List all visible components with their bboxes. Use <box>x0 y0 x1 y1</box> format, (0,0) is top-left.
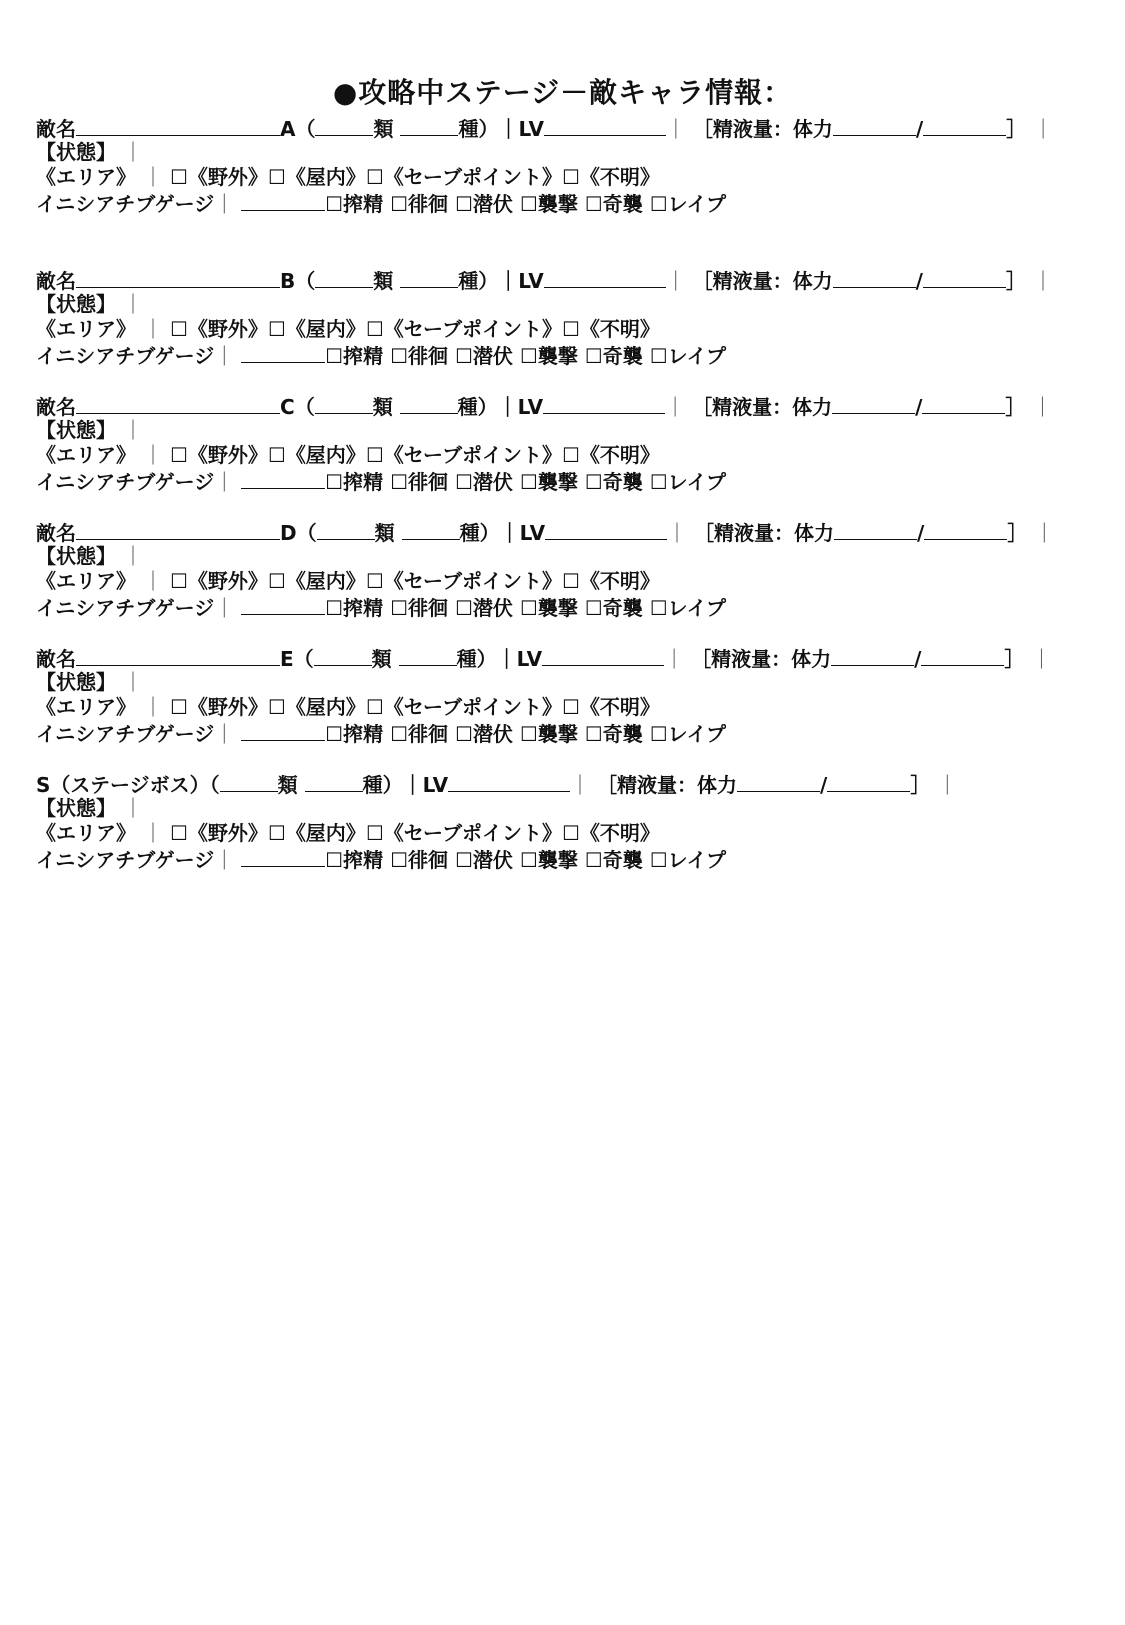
gauge-option-label: 襲撃 <box>537 192 578 216</box>
area-option-label: 《セーブポイント》 <box>383 695 562 719</box>
lv-field[interactable] <box>542 645 664 666</box>
gauge-option-label: 潜伏 <box>472 596 513 620</box>
gauge-option-label: 潜伏 <box>472 192 513 216</box>
paren-open: （ <box>296 521 317 545</box>
gauge-field[interactable] <box>241 468 325 489</box>
lv-label: ｜LV <box>497 395 544 419</box>
area-checkbox[interactable]: ☐ <box>365 695 384 719</box>
area-option-label: 《セーブポイント》 <box>383 317 562 341</box>
area-option-label: 《屋内》 <box>285 165 366 189</box>
essence-close: ］ <box>1005 269 1026 293</box>
class-label: 類 <box>374 521 395 545</box>
gauge-field[interactable] <box>241 846 325 867</box>
essence-label: ［精液量：体力 <box>694 521 835 545</box>
gauge-option-label: 襲撃 <box>537 344 578 368</box>
gauge-checkbox[interactable]: ☐ <box>584 470 603 494</box>
separator: ｜ <box>122 670 143 694</box>
gauge-checkbox[interactable]: ☐ <box>584 848 603 872</box>
separator: ｜ <box>142 317 163 341</box>
separator: ｜ <box>122 418 143 442</box>
essence-close: ］ <box>1007 521 1028 545</box>
class-field[interactable] <box>315 393 373 414</box>
enemy-name-label: 敵名 <box>36 117 76 141</box>
separator: ｜ <box>665 117 686 141</box>
hp-slash: / <box>914 647 922 671</box>
status-row <box>36 796 1096 821</box>
enemy-name-field[interactable] <box>76 393 280 414</box>
class-label: 類 <box>277 773 298 797</box>
gauge-checkbox[interactable]: ☐ <box>649 344 668 368</box>
enemy-entry <box>36 115 1096 215</box>
gauge-option-label: 潜伏 <box>472 722 513 746</box>
gauge-checkbox[interactable]: ☐ <box>325 596 344 620</box>
area-checkbox[interactable]: ☐ <box>365 821 384 845</box>
enemy-slot-letter: D <box>280 521 297 545</box>
class-label: 類 <box>372 395 393 419</box>
lv-label: ｜LV <box>498 117 544 141</box>
enemy-entry <box>36 519 1096 619</box>
separator: ｜ <box>665 395 686 419</box>
area-checkbox[interactable]: ☐ <box>365 569 384 593</box>
hp-current-field[interactable] <box>737 771 820 792</box>
area-checkbox[interactable]: ☐ <box>561 569 580 593</box>
gauge-row <box>36 342 1096 367</box>
gauge-checkbox[interactable]: ☐ <box>325 192 344 216</box>
gauge-checkbox[interactable]: ☐ <box>390 848 409 872</box>
enemy-slot-letter: E <box>280 647 294 671</box>
area-label: 《エリア》 <box>36 165 136 189</box>
status-label: 【状態】 <box>36 418 116 442</box>
separator: ｜ <box>214 344 235 368</box>
gauge-option-label: 徘徊 <box>408 722 449 746</box>
header-row <box>36 393 1096 418</box>
gauge-checkbox[interactable]: ☐ <box>584 722 603 746</box>
gauge-option-label: 奇襲 <box>602 344 643 368</box>
paren-open: （ <box>294 395 315 419</box>
area-option-label: 《屋内》 <box>285 821 366 845</box>
separator: ｜ <box>1033 117 1054 141</box>
gauge-checkbox[interactable]: ☐ <box>649 848 668 872</box>
enemy-name-field[interactable] <box>76 115 280 136</box>
separator: ｜ <box>665 269 686 293</box>
separator: ｜ <box>667 521 688 545</box>
gauge-checkbox[interactable]: ☐ <box>519 596 538 620</box>
enemy-entry <box>36 267 1096 367</box>
enemy-entry <box>36 393 1096 493</box>
area-checkbox[interactable]: ☐ <box>267 821 286 845</box>
gauge-label: イニシアチブゲージ <box>36 344 215 368</box>
species-field[interactable] <box>400 115 458 136</box>
gauge-option-label: 潜伏 <box>472 344 513 368</box>
separator: ｜ <box>1032 395 1053 419</box>
gauge-checkbox[interactable]: ☐ <box>454 192 473 216</box>
lv-label: ｜LV <box>402 773 449 797</box>
area-option-label: 《屋内》 <box>285 569 366 593</box>
status-row <box>36 140 1096 165</box>
status-label: 【状態】 <box>36 140 116 164</box>
hp-slash: / <box>917 521 925 545</box>
gauge-option-label: レイプ <box>667 192 727 216</box>
enemy-name-label: 敵名 <box>36 395 76 419</box>
class-field[interactable] <box>314 645 372 666</box>
enemy-name-field[interactable] <box>76 267 280 288</box>
class-field[interactable] <box>315 267 373 288</box>
gauge-label: イニシアチブゲージ <box>36 192 215 216</box>
area-option-label: 《不明》 <box>579 569 660 593</box>
area-checkbox[interactable]: ☐ <box>169 821 188 845</box>
gauge-option-label: 搾精 <box>343 848 384 872</box>
essence-label: ［精液量：体力 <box>691 647 832 671</box>
gauge-checkbox[interactable]: ☐ <box>454 470 473 494</box>
gauge-option-label: 搾精 <box>343 596 384 620</box>
area-option-label: 《不明》 <box>579 443 660 467</box>
class-label: 類 <box>373 117 394 141</box>
area-option-label: 《不明》 <box>579 317 660 341</box>
gauge-option-label: 奇襲 <box>602 848 643 872</box>
separator: ｜ <box>142 569 163 593</box>
gauge-option-label: レイプ <box>667 722 727 746</box>
separator: ｜ <box>1034 521 1055 545</box>
gauge-checkbox[interactable]: ☐ <box>454 344 473 368</box>
gauge-checkbox[interactable]: ☐ <box>390 722 409 746</box>
gauge-checkbox[interactable]: ☐ <box>519 722 538 746</box>
species-label: 種） <box>456 647 497 671</box>
status-row <box>36 670 1096 695</box>
area-row <box>36 443 1096 468</box>
gauge-checkbox[interactable]: ☐ <box>390 192 409 216</box>
separator: ｜ <box>214 470 235 494</box>
separator: ｜ <box>937 773 958 797</box>
area-checkbox[interactable]: ☐ <box>561 443 580 467</box>
gauge-option-label: レイプ <box>667 344 727 368</box>
gauge-checkbox[interactable]: ☐ <box>325 470 344 494</box>
area-checkbox[interactable]: ☐ <box>561 695 580 719</box>
separator: ｜ <box>1032 269 1053 293</box>
gauge-option-label: 奇襲 <box>602 722 643 746</box>
area-row <box>36 821 1096 846</box>
header-row <box>36 267 1096 292</box>
gauge-row <box>36 468 1096 493</box>
species-field[interactable] <box>400 267 458 288</box>
area-option-label: 《野外》 <box>187 695 268 719</box>
header-row <box>36 115 1096 140</box>
header-row <box>36 519 1096 544</box>
separator: ｜ <box>214 192 235 216</box>
hp-current-field[interactable] <box>831 645 914 666</box>
separator: ｜ <box>122 544 143 568</box>
page-title: ●攻略中ステージ－敵キャラ情報： <box>332 76 793 109</box>
status-row <box>36 418 1096 443</box>
hp-current-field[interactable] <box>832 393 915 414</box>
status-label: 【状態】 <box>36 292 116 316</box>
gauge-option-label: 奇襲 <box>602 192 643 216</box>
separator: ｜ <box>214 848 235 872</box>
hp-max-field[interactable] <box>921 645 1004 666</box>
lv-label: ｜LV <box>499 521 546 545</box>
area-option-label: 《野外》 <box>187 569 268 593</box>
essence-label: ［精液量：体力 <box>692 395 833 419</box>
gauge-checkbox[interactable]: ☐ <box>390 470 409 494</box>
gauge-checkbox[interactable]: ☐ <box>454 848 473 872</box>
species-label: 種） <box>459 521 500 545</box>
gauge-checkbox[interactable]: ☐ <box>519 470 538 494</box>
paren-open: （ <box>295 117 316 141</box>
gauge-row <box>36 594 1096 619</box>
gauge-label: イニシアチブゲージ <box>36 470 215 494</box>
gauge-checkbox[interactable]: ☐ <box>519 848 538 872</box>
hp-max-field[interactable] <box>923 267 1006 288</box>
hp-current-field[interactable] <box>833 115 916 136</box>
area-checkbox[interactable]: ☐ <box>561 317 580 341</box>
area-label: 《エリア》 <box>36 569 136 593</box>
hp-current-field[interactable] <box>834 519 917 540</box>
area-option-label: 《屋内》 <box>285 443 366 467</box>
essence-close: ］ <box>1005 395 1026 419</box>
essence-label: ［精液量：体力 <box>597 773 738 797</box>
area-option-label: 《セーブポイント》 <box>383 165 562 189</box>
area-checkbox[interactable]: ☐ <box>169 695 188 719</box>
separator: ｜ <box>122 292 143 316</box>
header-row <box>36 771 1096 796</box>
separator: ｜ <box>122 140 143 164</box>
area-option-label: 《セーブポイント》 <box>383 821 562 845</box>
area-row <box>36 317 1096 342</box>
area-option-label: 《セーブポイント》 <box>383 443 562 467</box>
area-checkbox[interactable]: ☐ <box>267 695 286 719</box>
lv-field[interactable] <box>448 771 570 792</box>
essence-label: ［精液量：体力 <box>692 117 833 141</box>
species-field[interactable] <box>399 645 457 666</box>
gauge-option-label: 襲撃 <box>537 848 578 872</box>
gauge-option-label: 奇襲 <box>602 596 643 620</box>
hp-slash: / <box>915 117 924 141</box>
species-field[interactable] <box>400 393 458 414</box>
gauge-option-label: 搾精 <box>343 722 384 746</box>
essence-close: ］ <box>1006 117 1027 141</box>
area-checkbox[interactable]: ☐ <box>169 165 188 189</box>
gauge-checkbox[interactable]: ☐ <box>649 192 668 216</box>
lv-field[interactable] <box>544 267 666 288</box>
lv-label: ｜LV <box>498 269 544 293</box>
area-option-label: 《セーブポイント》 <box>383 569 562 593</box>
hp-max-field[interactable] <box>923 115 1006 136</box>
gauge-option-label: 徘徊 <box>408 470 449 494</box>
species-label: 種） <box>458 117 499 141</box>
area-option-label: 《不明》 <box>579 165 660 189</box>
area-option-label: 《不明》 <box>579 821 660 845</box>
gauge-option-label: 徘徊 <box>408 848 449 872</box>
enemy-name-label: 敵名 <box>36 521 76 545</box>
area-label: 《エリア》 <box>36 821 136 845</box>
area-checkbox[interactable]: ☐ <box>267 443 286 467</box>
gauge-option-label: 徘徊 <box>408 596 449 620</box>
lv-label: ｜LV <box>496 647 543 671</box>
essence-close: ］ <box>1004 647 1025 671</box>
gauge-option-label: 襲撃 <box>537 596 578 620</box>
area-checkbox[interactable]: ☐ <box>267 317 286 341</box>
gauge-checkbox[interactable]: ☐ <box>649 596 668 620</box>
area-label: 《エリア》 <box>36 317 136 341</box>
gauge-row <box>36 720 1096 745</box>
lv-field[interactable] <box>543 393 665 414</box>
status-row <box>36 544 1096 569</box>
essence-label: ［精液量：体力 <box>692 269 833 293</box>
gauge-checkbox[interactable]: ☐ <box>519 192 538 216</box>
gauge-option-label: 搾精 <box>343 192 384 216</box>
gauge-option-label: レイプ <box>667 848 727 872</box>
area-option-label: 《野外》 <box>187 821 268 845</box>
species-label: 種） <box>362 773 403 797</box>
status-row <box>36 292 1096 317</box>
gauge-row <box>36 190 1096 215</box>
area-checkbox[interactable]: ☐ <box>365 443 384 467</box>
gauge-option-label: 襲撃 <box>537 470 578 494</box>
status-label: 【状態】 <box>36 670 116 694</box>
lv-field[interactable] <box>544 115 666 136</box>
separator: ｜ <box>214 722 235 746</box>
enemy-name-field[interactable] <box>76 645 280 666</box>
gauge-checkbox[interactable]: ☐ <box>454 722 473 746</box>
area-checkbox[interactable]: ☐ <box>561 821 580 845</box>
area-checkbox[interactable]: ☐ <box>365 317 384 341</box>
species-label: 種） <box>457 395 498 419</box>
gauge-checkbox[interactable]: ☐ <box>390 596 409 620</box>
gauge-option-label: レイプ <box>667 596 727 620</box>
area-option-label: 《屋内》 <box>285 695 366 719</box>
paren-open: （ <box>293 647 314 671</box>
area-option-label: 《野外》 <box>187 165 268 189</box>
hp-slash: / <box>820 773 828 797</box>
area-label: 《エリア》 <box>36 695 136 719</box>
hp-max-field[interactable] <box>922 393 1005 414</box>
enemy-name-field[interactable] <box>76 519 280 540</box>
gauge-checkbox[interactable]: ☐ <box>325 344 344 368</box>
gauge-option-label: 襲撃 <box>537 722 578 746</box>
enemy-slot-letter: B <box>280 269 296 293</box>
area-checkbox[interactable]: ☐ <box>561 165 580 189</box>
gauge-field[interactable] <box>241 342 325 363</box>
gauge-checkbox[interactable]: ☐ <box>584 596 603 620</box>
area-checkbox[interactable]: ☐ <box>169 443 188 467</box>
separator: ｜ <box>122 796 143 820</box>
gauge-field[interactable] <box>241 720 325 741</box>
area-option-label: 《屋内》 <box>285 317 366 341</box>
gauge-checkbox[interactable]: ☐ <box>325 722 344 746</box>
gauge-option-label: レイプ <box>667 470 727 494</box>
gauge-checkbox[interactable]: ☐ <box>649 470 668 494</box>
hp-max-field[interactable] <box>924 519 1007 540</box>
separator: ｜ <box>1031 647 1052 671</box>
enemy-name-label: 敵名 <box>36 269 76 293</box>
area-checkbox[interactable]: ☐ <box>365 165 384 189</box>
area-checkbox[interactable]: ☐ <box>169 317 188 341</box>
enemy-slot-letter: A <box>280 117 296 141</box>
gauge-field[interactable] <box>241 594 325 615</box>
area-checkbox[interactable]: ☐ <box>267 165 286 189</box>
area-option-label: 《不明》 <box>579 695 660 719</box>
enemy-slot-letter: C <box>280 395 295 419</box>
area-label: 《エリア》 <box>36 443 136 467</box>
class-field[interactable] <box>317 519 375 540</box>
gauge-label: イニシアチブゲージ <box>36 596 215 620</box>
gauge-option-label: 徘徊 <box>408 192 449 216</box>
hp-slash: / <box>915 395 923 419</box>
gauge-checkbox[interactable]: ☐ <box>584 192 603 216</box>
class-field[interactable] <box>315 115 373 136</box>
separator: ｜ <box>214 596 235 620</box>
separator: ｜ <box>142 165 163 189</box>
gauge-row <box>36 846 1096 871</box>
separator: ｜ <box>142 695 163 719</box>
class-label: 類 <box>371 647 392 671</box>
hp-slash: / <box>915 269 923 293</box>
gauge-checkbox[interactable]: ☐ <box>584 344 603 368</box>
area-option-label: 《野外》 <box>187 317 268 341</box>
status-label: 【状態】 <box>36 544 116 568</box>
species-field[interactable] <box>402 519 460 540</box>
species-label: 種） <box>458 269 499 293</box>
area-row <box>36 165 1096 190</box>
essence-close: ］ <box>910 773 931 797</box>
area-row <box>36 695 1096 720</box>
lv-field[interactable] <box>545 519 667 540</box>
gauge-option-label: 搾精 <box>343 344 384 368</box>
gauge-checkbox[interactable]: ☐ <box>454 596 473 620</box>
enemy-entry <box>36 645 1096 745</box>
gauge-label: イニシアチブゲージ <box>36 722 215 746</box>
hp-current-field[interactable] <box>833 267 916 288</box>
gauge-option-label: 潜伏 <box>472 848 513 872</box>
gauge-checkbox[interactable]: ☐ <box>519 344 538 368</box>
gauge-option-label: 搾精 <box>343 470 384 494</box>
separator: ｜ <box>664 647 685 671</box>
gauge-checkbox[interactable]: ☐ <box>325 848 344 872</box>
header-row <box>36 645 1096 670</box>
gauge-option-label: 奇襲 <box>602 470 643 494</box>
separator: ｜ <box>142 821 163 845</box>
area-checkbox[interactable]: ☐ <box>169 569 188 593</box>
gauge-checkbox[interactable]: ☐ <box>390 344 409 368</box>
gauge-option-label: 徘徊 <box>408 344 449 368</box>
class-label: 類 <box>373 269 394 293</box>
enemy-name-label: 敵名 <box>36 647 76 671</box>
species-field[interactable] <box>305 771 363 792</box>
gauge-option-label: 潜伏 <box>472 470 513 494</box>
paren-open: （ <box>295 269 316 293</box>
gauge-field[interactable] <box>241 190 325 211</box>
area-row <box>36 569 1096 594</box>
class-field[interactable] <box>220 771 278 792</box>
gauge-checkbox[interactable]: ☐ <box>649 722 668 746</box>
area-checkbox[interactable]: ☐ <box>267 569 286 593</box>
status-label: 【状態】 <box>36 796 116 820</box>
area-option-label: 《野外》 <box>187 443 268 467</box>
gauge-label: イニシアチブゲージ <box>36 848 215 872</box>
hp-max-field[interactable] <box>827 771 910 792</box>
boss-label: S（ステージボス）（ <box>36 773 220 797</box>
boss-entry <box>36 771 1096 871</box>
separator: ｜ <box>570 773 591 797</box>
separator: ｜ <box>142 443 163 467</box>
